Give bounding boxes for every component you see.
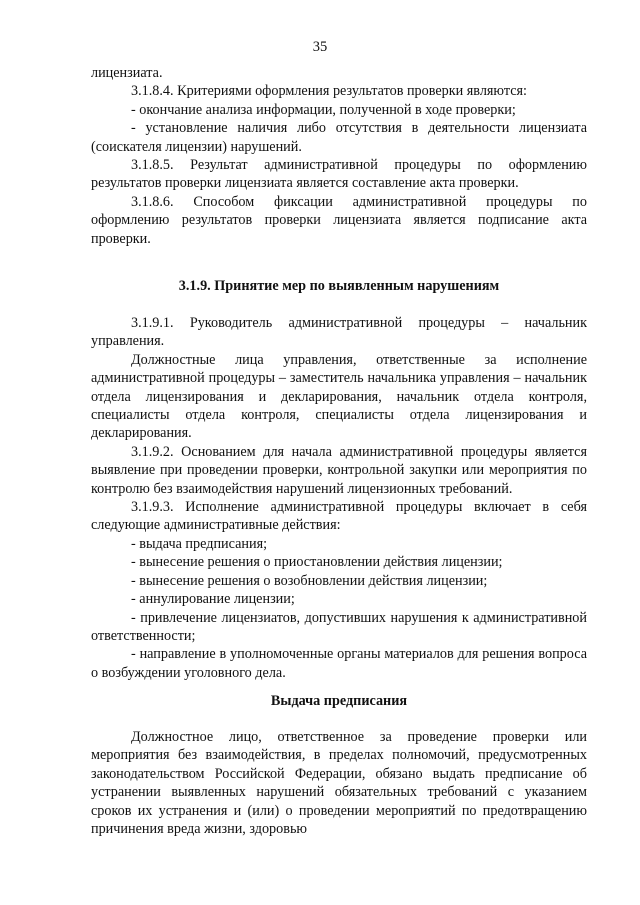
subsection-heading: Выдача предписания bbox=[270, 693, 408, 709]
paragraph: - направление в уполномоченные органы материалов для решения вопроса о возбуждении уголовного дела. bbox=[91, 646, 587, 681]
paragraph: 3.1.9.2. Основанием для начала административной процедуры является выявление при проведении проверки, контрольной закупки или мероприятия по контролю без взаимодействия нарушений лицензионных требований. bbox=[91, 443, 587, 497]
paragraph: 3.1.8.5. Результат административной процедуры по оформлению результатов проверки лицензиата является составление акта проверки. bbox=[91, 157, 587, 192]
paragraph: 3.1.8.4. Критериями оформления результатов проверки являются: bbox=[131, 83, 527, 100]
paragraph: - выдача предписания; bbox=[131, 535, 268, 552]
text-block-bottom bbox=[91, 728, 587, 838]
text-block-top bbox=[91, 64, 587, 248]
paragraph: - вынесение решения о возобновлении действия лицензии; bbox=[131, 572, 488, 589]
text-block-middle bbox=[91, 314, 587, 682]
page-number: 35 bbox=[312, 39, 328, 55]
paragraph: - аннулирование лицензии; bbox=[131, 591, 295, 608]
paragraph: Должностное лицо, ответственное за проведение проверки или мероприятия без взаимодействия, в пределах полномочий, предусмотренных законодательством Российской Федерации, обязано выдать предписание об устранении выявленных нарушений обязательных требований с указанием сроков их устранения и (или) о проведении мероприятий по предотвращению причинения вреда жизни, здоровью bbox=[91, 729, 587, 838]
paragraph: 3.1.9.3. Исполнение административной процедуры включает в себя следующие административные действия: bbox=[91, 499, 587, 534]
paragraph: лицензиата. bbox=[91, 65, 163, 81]
paragraph: - привлечение лицензиатов, допустивших нарушения к административной ответственности; bbox=[91, 609, 587, 644]
paragraph: 3.1.8.6. Способом фиксации административной процедуры по оформлению результатов проверки лицензиата является подписание акта проверки. bbox=[91, 193, 587, 247]
paragraph: - окончание анализа информации, полученной в ходе проверки; bbox=[131, 101, 516, 118]
paragraph: 3.1.9.1. Руководитель административной процедуры – начальник управления. bbox=[91, 315, 587, 350]
section-heading: 3.1.9. Принятие мер по выявленным нарушениям bbox=[178, 278, 500, 294]
paragraph: Должностные лица управления, ответственные за исполнение административной процедуры – заместитель начальника управления – начальник отдела лицензирования и декларирования, начальник отдела контроля, специалисты отдела контроля, специалисты отдела лицензирования и декларирования. bbox=[91, 351, 587, 442]
paragraph: - установление наличия либо отсутствия в деятельности лицензиата (соискателя лицензии) нарушений. bbox=[91, 120, 587, 155]
paragraph: - вынесение решения о приостановлении действия лицензии; bbox=[131, 554, 503, 571]
